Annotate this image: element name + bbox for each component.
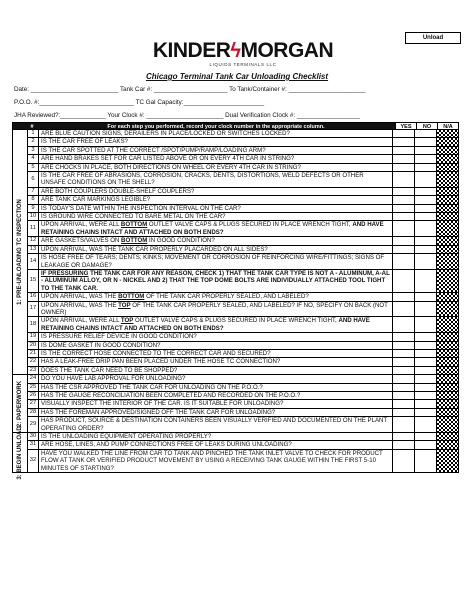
yes-cell[interactable]	[392, 358, 414, 365]
row-question	[39, 221, 392, 236]
row-number: 5	[28, 164, 39, 171]
na-cell[interactable]	[436, 400, 458, 407]
na-cell[interactable]	[436, 213, 458, 220]
question-text: VISUALLY INSPECT THE INTERIOR OF THE CAR. IS IT SUITABLE FOR UNLOADING?	[41, 400, 284, 408]
yes-cell[interactable]	[392, 270, 414, 292]
no-cell[interactable]	[414, 302, 436, 317]
section-label-text: 2: PAPERWORK	[17, 380, 23, 427]
row-number: 3	[28, 147, 39, 154]
section-label	[13, 425, 28, 480]
question-text: UPON ARRIVAL, WAS THE	[41, 301, 119, 309]
row-question	[39, 358, 392, 365]
row-question	[39, 213, 392, 220]
header-section-cell	[13, 123, 27, 129]
section-rows	[28, 130, 458, 374]
question-text: TOP	[118, 301, 131, 309]
question-text: IS THE CAR FREE OF LEAKS?	[41, 138, 128, 146]
row-question	[39, 147, 392, 154]
yes-cell[interactable]	[392, 392, 414, 399]
no-cell[interactable]	[414, 196, 436, 203]
na-cell[interactable]	[436, 270, 458, 292]
no-cell[interactable]	[414, 155, 436, 162]
question-text: AND HAVE RETAINING CHAINS INTACT AND ATTACHED ON BOTH ENDS?	[41, 221, 384, 236]
question-text: ARE BLUE CAUTION SIGNS, DERAILERS IN PLACE/LOCKED OR SWITCHES LOCKED?	[41, 130, 290, 137]
table-row	[28, 213, 458, 221]
na-cell[interactable]	[436, 342, 458, 349]
no-cell[interactable]	[414, 367, 436, 374]
question-text: IS THE CORRECT HOSE CONNECTED TO THE CORRECT CAR AND SECURED?	[41, 349, 271, 357]
row-number: 4	[28, 155, 39, 162]
na-cell[interactable]	[436, 433, 458, 440]
no-cell[interactable]	[414, 237, 436, 244]
na-cell[interactable]	[436, 417, 458, 432]
yes-cell[interactable]	[392, 367, 414, 374]
row-question	[39, 130, 392, 137]
table-row	[28, 130, 458, 138]
no-cell[interactable]	[414, 188, 436, 195]
row-number: 1	[28, 130, 39, 137]
no-cell[interactable]	[414, 164, 436, 171]
table-row	[28, 392, 458, 400]
no-cell[interactable]	[414, 270, 436, 292]
yes-cell[interactable]	[392, 147, 414, 154]
page-title: Chicago Terminal Tank Car Unloading Checklist	[145, 72, 329, 81]
na-cell[interactable]	[436, 317, 458, 332]
na-cell[interactable]	[436, 196, 458, 203]
yes-cell[interactable]	[392, 375, 414, 382]
row-question	[39, 164, 392, 171]
na-cell[interactable]	[436, 155, 458, 162]
row-number: 18	[28, 317, 39, 332]
table-row	[28, 293, 458, 301]
table-header	[12, 122, 459, 130]
no-cell[interactable]	[414, 400, 436, 407]
question-text: IS THE UNLOADING EQUIPMENT OPERATING PROPERLY?	[41, 433, 212, 441]
na-cell[interactable]	[436, 188, 458, 195]
question-text: TOP	[120, 317, 134, 325]
no-cell[interactable]	[414, 172, 436, 187]
row-number: 16	[28, 293, 39, 300]
yes-cell[interactable]	[392, 441, 414, 448]
section-label	[13, 375, 28, 432]
yes-cell[interactable]	[392, 205, 414, 212]
section-rows	[28, 375, 458, 432]
question-text: OUTLET VALVE CAPS & PLUGS SECURED IN PLACE WRENCH TIGHT,	[133, 317, 339, 325]
na-cell[interactable]	[436, 254, 458, 269]
na-cell[interactable]	[436, 441, 458, 448]
table-row	[28, 317, 458, 333]
yes-cell[interactable]	[392, 213, 414, 220]
question-text: IS THE CAR SPOTTED AT THE CORRECT /SPOT/PUMP/RAMP/LOADING ARM?	[41, 146, 266, 154]
unload-tag: Unload	[405, 32, 461, 44]
header-no: NO	[416, 123, 437, 129]
no-cell[interactable]	[414, 433, 436, 440]
section-label-text: 1: PRE-UNLOADING TC INSPECTION	[17, 199, 23, 305]
question-text: HAS THE CSR APPROVED THE TANK CAR FOR UNLOADING ON THE P.O.O.?	[41, 383, 263, 391]
row-question	[39, 375, 392, 382]
row-question	[39, 237, 392, 244]
checklist-table	[12, 122, 459, 480]
table-row	[28, 350, 458, 358]
na-cell[interactable]	[436, 367, 458, 374]
row-question	[39, 317, 392, 332]
row-question	[39, 450, 392, 472]
no-cell[interactable]	[414, 317, 436, 332]
yes-cell[interactable]	[392, 188, 414, 195]
row-question	[39, 342, 392, 349]
table-row	[28, 433, 458, 441]
header-instructions: For each step you performed, record your clock number in the appropriate column.	[107, 124, 325, 130]
yes-cell[interactable]	[392, 384, 414, 391]
row-number: 11	[28, 221, 39, 236]
row-question	[39, 302, 392, 317]
row-question	[39, 392, 392, 399]
yes-cell[interactable]	[392, 450, 414, 472]
no-cell[interactable]	[414, 392, 436, 399]
na-cell[interactable]	[436, 138, 458, 145]
na-cell[interactable]	[436, 350, 458, 357]
question-text: IS PRESSURE RELIEF DEVICE IN GOOD CONDITION?	[41, 333, 197, 341]
question-text: HAVE YOU WALKED THE LINE FROM CAR TO TANK AND PINCHED THE TANK INLET VALVE TO CHECK FOR PRODUCT FLOW AT TANK OR VERIFIED PRODUCT MOVEMENT BY USING A RECEIVING TANK GAUGE WITHIN THE FIRST 5-10 MINUTES OF STARTING?	[41, 449, 383, 472]
table-row	[28, 164, 458, 172]
table-row	[28, 417, 458, 432]
na-cell[interactable]	[436, 172, 458, 187]
question-text: OF THE TANK CAR PROPERLY SEALED, AND LABELED?	[144, 293, 309, 301]
na-cell[interactable]	[436, 392, 458, 399]
row-question	[39, 400, 392, 407]
row-number: 8	[28, 196, 39, 203]
question-text: DOES THE TANK CAR NEED TO BE SHOPPED?	[41, 366, 178, 374]
no-cell[interactable]	[414, 293, 436, 300]
no-cell[interactable]	[414, 409, 436, 416]
row-question	[39, 409, 392, 416]
table-row	[28, 358, 458, 366]
table-row	[28, 441, 458, 449]
question-text: IF PRESSURING	[41, 269, 89, 277]
table-row	[28, 147, 458, 155]
row-question	[39, 138, 392, 145]
yes-cell[interactable]	[392, 317, 414, 332]
checklist-section	[12, 130, 459, 375]
header-number: #	[30, 124, 34, 130]
no-cell[interactable]	[414, 221, 436, 236]
row-question	[39, 333, 392, 340]
no-cell[interactable]	[414, 138, 436, 145]
yes-cell[interactable]	[392, 342, 414, 349]
question-text: OUTLET VALVE CAPS & PLUGS SECURED IN PLACE WRENCH TIGHT,	[147, 221, 353, 229]
no-cell[interactable]	[414, 375, 436, 382]
na-cell[interactable]	[436, 450, 458, 472]
na-cell[interactable]	[436, 130, 458, 137]
row-number: 17	[28, 302, 39, 317]
table-row	[28, 221, 458, 237]
row-number: 20	[28, 342, 39, 349]
question-text: ARE HAND BRAKES SET FOR CAR LISTED ABOVE OR ON EVERY 4TH CAR IN STRING?	[41, 155, 295, 163]
question-text: IS HOSE FREE OF TEARS; DENTS; KINKS; MOVEMENT OR CORROSION OF REINFORCING WIRE/FITTINGS; SIGNS OF LEAKAGE OR DAMAGE?	[41, 254, 385, 269]
header-yes: YES	[395, 123, 416, 129]
na-cell[interactable]	[436, 246, 458, 253]
logo-word-right: MORGAN	[240, 39, 334, 62]
na-cell[interactable]	[436, 164, 458, 171]
table-row	[28, 302, 458, 318]
logo-word-left: KINDER	[152, 39, 231, 62]
na-cell[interactable]	[436, 302, 458, 317]
no-cell[interactable]	[414, 450, 436, 472]
question-text: ARE BOTH COUPLERS DOUBLE-SHELF COUPLERS?	[41, 187, 195, 195]
na-cell[interactable]	[436, 358, 458, 365]
row-question	[39, 205, 392, 212]
question-text: HAS PRODUCT, SOURCE & DESTINATION CONTAINERS BEEN VISUALLY VERIFIED AND DOCUMENTED ON THE PLANT OPERATING ORDER?	[41, 417, 388, 432]
question-text: AND HAVE RETAINING CHAINS INTACT AND ATTACHED ON BOTH ENDS?	[41, 317, 370, 332]
table-row	[28, 384, 458, 392]
yes-cell[interactable]	[392, 254, 414, 269]
yes-cell[interactable]	[392, 130, 414, 137]
row-number: 21	[28, 350, 39, 357]
no-cell[interactable]	[414, 350, 436, 357]
yes-cell[interactable]	[392, 155, 414, 162]
na-cell[interactable]	[436, 237, 458, 244]
header-na: N/A	[437, 123, 458, 129]
table-row	[28, 172, 458, 188]
yes-cell[interactable]	[392, 196, 414, 203]
yes-cell[interactable]	[392, 400, 414, 407]
row-question	[39, 293, 392, 300]
row-question	[39, 155, 392, 162]
question-text: ARE GASKETS/VALVES ON	[41, 237, 122, 245]
row-number: 10	[28, 213, 39, 220]
question-text: DO YOU HAVE LAB APPROVAL FOR UNLOADING?	[41, 375, 186, 383]
row-number: 12	[28, 237, 39, 244]
row-question	[39, 246, 392, 253]
no-cell[interactable]	[414, 246, 436, 253]
no-cell[interactable]	[414, 333, 436, 340]
question-text: BOTTOM	[120, 221, 148, 229]
question-text: THE TANK CAR FOR ANY REASON, CHECK 1) THAT THE TANK CAR TYPE IS NOT A - ALUMINUM, A-AL - ALUMINUM ALLOY, OR N - NICKEL AND 2) THAT THE TOP DOME BOLTS ARE INDIVIDUALLY ATTACHED TOOL TIGHT TO THE TANK CAR.	[41, 269, 390, 292]
table-row	[28, 450, 458, 472]
yes-cell[interactable]	[392, 417, 414, 432]
field-line-poo-capacity[interactable]: P.O.O. #:___________________________ TC Gal Capacity:_______________________	[14, 99, 265, 106]
na-cell[interactable]	[436, 293, 458, 300]
checklist-sections	[12, 130, 459, 480]
row-number: 30	[28, 433, 39, 440]
row-number: 15	[28, 270, 39, 292]
na-cell[interactable]	[436, 409, 458, 416]
row-question	[39, 254, 392, 269]
table-row	[28, 367, 458, 374]
field-line-date-tankcar[interactable]: Date: _________________________ Tank Car #: _____________________ To Tank/Container #: ______________________	[14, 86, 366, 93]
no-cell[interactable]	[414, 205, 436, 212]
row-question	[39, 384, 392, 391]
na-cell[interactable]	[436, 147, 458, 154]
row-number: 31	[28, 441, 39, 448]
no-cell[interactable]	[414, 441, 436, 448]
table-row	[28, 196, 458, 204]
no-cell[interactable]	[414, 213, 436, 220]
field-line-jha-clock[interactable]: JHA Reviewed?:_____________ Your Clock #: ______________________ Dual Verification Clock #: __________________	[14, 112, 360, 119]
table-row	[28, 138, 458, 146]
question-text: HAS A LEAK-FREE DRIP PAN BEEN PLACED UNDER THE HOSE TC CONNECTION?	[41, 358, 281, 366]
na-cell[interactable]	[436, 333, 458, 340]
question-text: HAS THE FOREMAN APPROVED/SIGNED OFF THE TANK CAR FOR UNLOADING?	[41, 408, 276, 416]
table-row	[28, 333, 458, 341]
yes-cell[interactable]	[392, 333, 414, 340]
row-number: 22	[28, 358, 39, 365]
kinder-morgan-logo	[148, 40, 338, 70]
table-row	[28, 400, 458, 408]
no-cell[interactable]	[414, 358, 436, 365]
na-cell[interactable]	[436, 384, 458, 391]
no-cell[interactable]	[414, 417, 436, 432]
no-cell[interactable]	[414, 147, 436, 154]
question-text: IN GOOD CONDITION?	[147, 237, 215, 245]
row-question	[39, 367, 392, 374]
yes-cell[interactable]	[392, 221, 414, 236]
row-number: 13	[28, 246, 39, 253]
yes-cell[interactable]	[392, 164, 414, 171]
yes-cell[interactable]	[392, 409, 414, 416]
row-number: 6	[28, 172, 39, 187]
row-question	[39, 172, 392, 187]
table-row	[28, 409, 458, 417]
table-row	[28, 270, 458, 293]
question-text: IS THE CAR FREE OF ABRASIONS, CORROSION, CRACKS, DENTS, DISTORTIONS, WELD DEFECTS OR OTHER UNSAFE CONDITIONS ON THE SHELL?	[41, 172, 364, 187]
table-row	[28, 342, 458, 350]
yes-cell[interactable]	[392, 138, 414, 145]
table-row	[28, 375, 458, 383]
table-row	[28, 205, 458, 213]
logo-subtitle: LIQUIDS TERMINALS LLC	[209, 62, 277, 67]
row-number: 32	[28, 450, 39, 472]
no-cell[interactable]	[414, 342, 436, 349]
question-text: IS GROUND WIRE CONNECTED TO BARE METAL ON THE CAR?	[41, 213, 226, 221]
yes-cell[interactable]	[392, 172, 414, 187]
question-text: OF THE TANK CAR PROPERLY SEALED, AND LABELED? IF NO, SPECIFY ON BACK (NOT OWNER)	[41, 301, 388, 316]
no-cell[interactable]	[414, 254, 436, 269]
yes-cell[interactable]	[392, 246, 414, 253]
question-text: BOTTOM	[118, 293, 145, 301]
na-cell[interactable]	[436, 375, 458, 382]
row-number: 27	[28, 400, 39, 407]
table-row	[28, 246, 458, 254]
row-number: 7	[28, 188, 39, 195]
table-row	[28, 254, 458, 270]
question-text: BOTTOM	[121, 237, 148, 245]
question-text: UPON ARRIVAL, WERE ALL	[41, 317, 121, 325]
row-question	[39, 196, 392, 203]
row-number: 19	[28, 333, 39, 340]
yes-cell[interactable]	[392, 350, 414, 357]
question-text: UPON ARRIVAL, WAS THE TANK CAR PROPERLY PLACARDED ON ALL SIDES?	[41, 245, 268, 253]
section-rows	[28, 433, 458, 472]
row-number: 29	[28, 417, 39, 432]
question-text: ARE TANK CAR MARKINGS LEGIBLE?	[41, 196, 151, 204]
row-number: 23	[28, 367, 39, 374]
yes-cell[interactable]	[392, 302, 414, 317]
table-row	[28, 155, 458, 163]
row-number: 25	[28, 384, 39, 391]
na-cell[interactable]	[436, 221, 458, 236]
checklist-section	[12, 375, 459, 433]
row-question	[39, 417, 392, 432]
checklist-section	[12, 425, 459, 480]
row-number: 26	[28, 392, 39, 399]
question-text: IS DOME GASKET IN GOOD CONDITION?	[41, 341, 161, 349]
row-question	[39, 350, 392, 357]
section-label-text: 3: BEGIN UNLOAD	[17, 425, 23, 480]
table-row	[28, 188, 458, 196]
lightning-bolt-icon: ϟ	[230, 40, 241, 62]
question-text: UPON ARRIVAL, WERE ALL	[41, 221, 121, 229]
table-row	[28, 237, 458, 245]
row-number: 24	[28, 375, 39, 382]
yes-cell[interactable]	[392, 237, 414, 244]
no-cell[interactable]	[414, 384, 436, 391]
yes-cell[interactable]	[392, 293, 414, 300]
section-label	[13, 130, 28, 374]
row-question	[39, 188, 392, 195]
row-number: 28	[28, 409, 39, 416]
row-number: 2	[28, 138, 39, 145]
na-cell[interactable]	[436, 205, 458, 212]
question-text: IS TODAY'S DATE WITHIN THE INSPECTION INTERVAL ON THE CAR?	[41, 204, 241, 212]
row-number: 9	[28, 205, 39, 212]
question-text: HAS THE GAUGE RECONCILIATION BEEN COMPLETED AND RECORDED ON THE P.O.O.?	[41, 392, 301, 399]
row-question	[39, 441, 392, 448]
question-text: UPON ARRIVAL, WAS THE	[41, 293, 119, 301]
no-cell[interactable]	[414, 130, 436, 137]
question-text: ARE CHOCKS IN PLACE, BOTH DIRECTIONS ON WHEEL OR EVERY 4TH CAR IN STRING?	[41, 163, 301, 171]
row-question	[39, 270, 392, 292]
row-question	[39, 433, 392, 440]
yes-cell[interactable]	[392, 433, 414, 440]
question-text: ARE HOSE, LINES, AND PUMP CONNECTIONS FREE OF LEAKS DURING UNLOADING?	[41, 441, 292, 449]
row-number: 14	[28, 254, 39, 269]
